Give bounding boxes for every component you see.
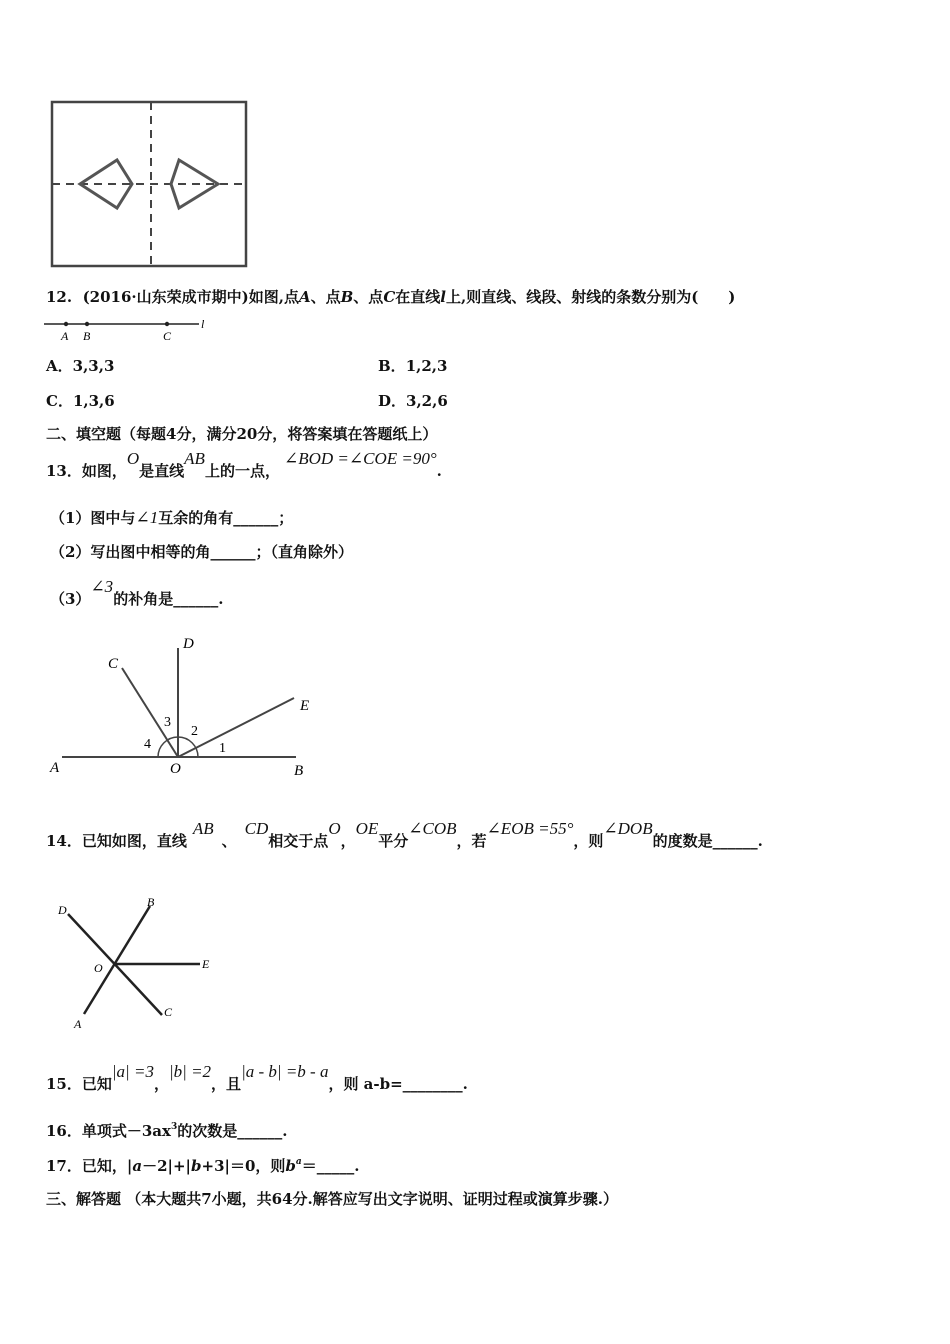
folding-figure [48,98,252,270]
angle-label-3: 3 [164,715,171,730]
option-b[interactable]: B．1,2,3 [378,357,448,375]
label-a: A [50,760,60,776]
question-13: 13．如图，O是直线AB上的一点，∠BOD =∠COE =90°. [46,449,442,480]
point-c [165,322,169,326]
label-l: l [201,317,205,331]
question-15: 15．已知|a| =3，|b| =2，且|a - b| =b - a，则 a-b=________. [46,1062,468,1093]
angle-label-2: 2 [191,724,198,739]
question-14: 14．已知如图，直线AB、CD相交于点O，OE平分∠COB，若∠EOB =55°，则∠DOB的度数是______. [46,819,763,850]
question-16: 16．单项式－3ax3的次数是______. [46,1122,288,1140]
q13-part-2: （2）写出图中相等的角______；（直角除外） [50,543,353,561]
label-e: E [300,698,310,714]
point-a [64,322,68,326]
q12-line-figure [44,314,214,344]
section-2-title: 二、填空题（每题4分，满分20分，将答案填在答题纸上） [46,425,438,443]
question-12: 12. (2016·山东荣成市期中)如图,点A、点B、点C在直线l上,则直线、线段、射线的条数分别为( ) [46,288,736,306]
option-c[interactable]: C．1,3,6 [46,392,115,410]
label-b: B [294,763,304,779]
q13-part-3: （3）∠3的补角是______. [50,577,224,608]
angle-label-1: 1 [219,741,226,756]
angle-label-4: 4 [144,737,151,752]
section-3-title: 三、解答题 （本大题共7小题，共64分.解答应写出文字说明、证明过程或演算步骤.） [46,1190,618,1208]
q13-part-1: （1）图中与∠1互余的角有______； [50,508,294,527]
option-d[interactable]: D．3,2,6 [378,392,448,410]
label-o: O [94,961,103,975]
label-d: D [58,903,67,917]
q13-angle-figure [46,630,316,780]
label-c: C [163,329,172,343]
label-a: A [74,1017,82,1031]
line-ab [84,906,150,1014]
question-17: 17．已知，|a－2|+|b+3|＝0，则ba＝_____. [46,1157,360,1175]
label-d: D [183,636,194,652]
option-a[interactable]: A．3,3,3 [46,357,115,375]
point-b [85,322,89,326]
label-b: B [147,895,155,909]
label-o: O [170,761,181,777]
label-c: C [164,1005,173,1019]
label-a: A [61,329,69,343]
label-b: B [83,329,91,343]
q14-intersect-figure [54,892,224,1032]
label-e: E [202,957,210,971]
q12-number: 12. [46,288,73,306]
label-c: C [108,656,119,672]
